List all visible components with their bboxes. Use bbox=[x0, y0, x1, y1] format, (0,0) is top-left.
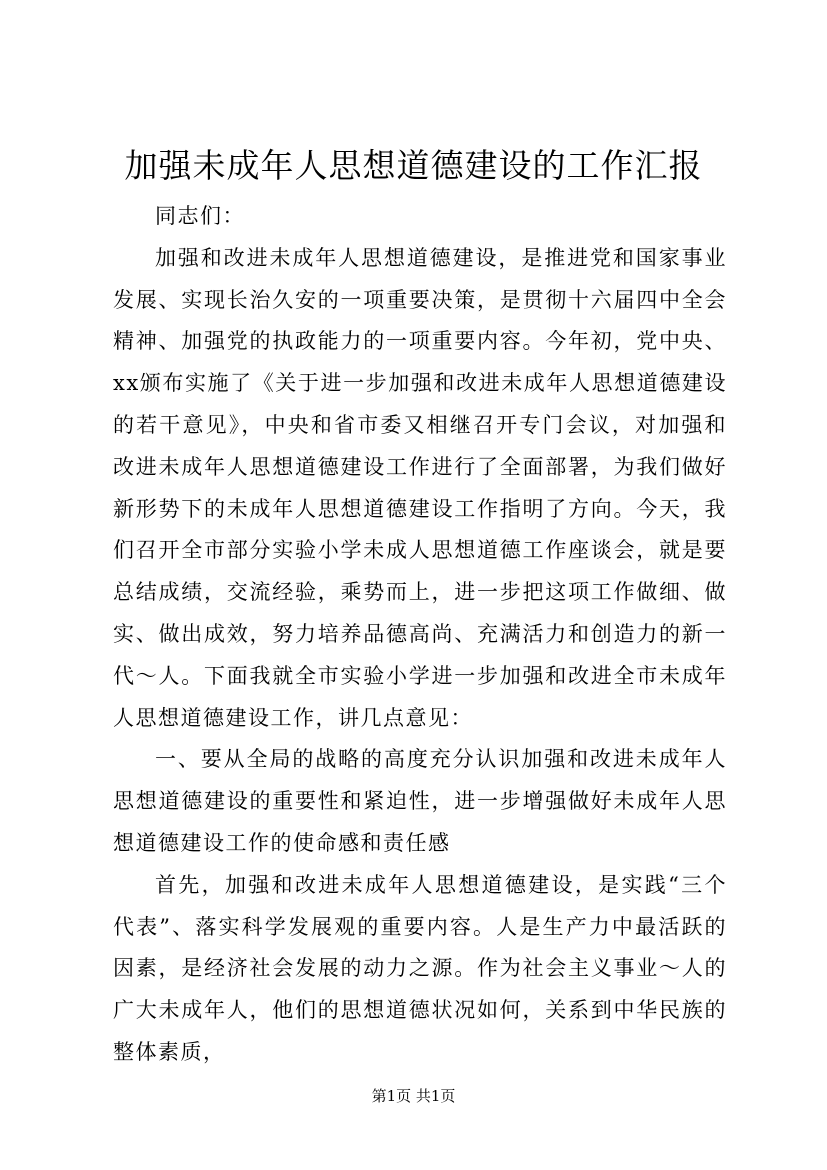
document-title: 加强未成年人思想道德建设的工作汇报 bbox=[124, 146, 703, 185]
paragraph-intro: 加强和改进未成年人思想道德建设，是推进党和国家事业发展、实现长治久安的一项重要决策，是贯彻十六届四中全会精神、加强党的执政能力的一项重要内容。今年初，党中央、xx颁布实施了《关于进一步加强和改进未成年人思想道德建设的若干意见》，中央和省市委又相继召开专门会议，对加强和改进未成年人思想道德建设工作进行了全面部署，为我们做好新形势下的未成年人思想道德建设工作指明了方向。今天，我们召开全市部分实验小学未成人思想道德工作座谈会，就是要总结成绩，交流经验，乘势而上，进一步把这项工作做细、做实、做出成效，努力培养品德高尚、充满活力和创造力的新一代～人。下面我就全市实验小学进一步加强和改进全市未成年人思想道德建设工作，讲几点意见： bbox=[113, 245, 727, 730]
paragraph-section-heading: 一、要从全局的战略的高度充分认识加强和改进未成年人思想道德建设的重要性和紧迫性，进一步增强做好未成年人思想道德建设工作的使命感和责任感 bbox=[113, 747, 727, 855]
paragraph-first-point: 首先，加强和改进未成年人思想道德建设，是实践“三个代表”、落实科学发展观的重要内容。人是生产力中最活跃的因素，是经济社会发展的动力之源。作为社会主义事业～人的广大未成年人，他们的思想道德状况如何，关系到中华民族的整体素质， bbox=[113, 872, 727, 1064]
page-footer: 第1页 共1页 bbox=[371, 1087, 456, 1105]
document-body bbox=[113, 196, 727, 1074]
greeting-line: 同志们： bbox=[155, 204, 245, 228]
